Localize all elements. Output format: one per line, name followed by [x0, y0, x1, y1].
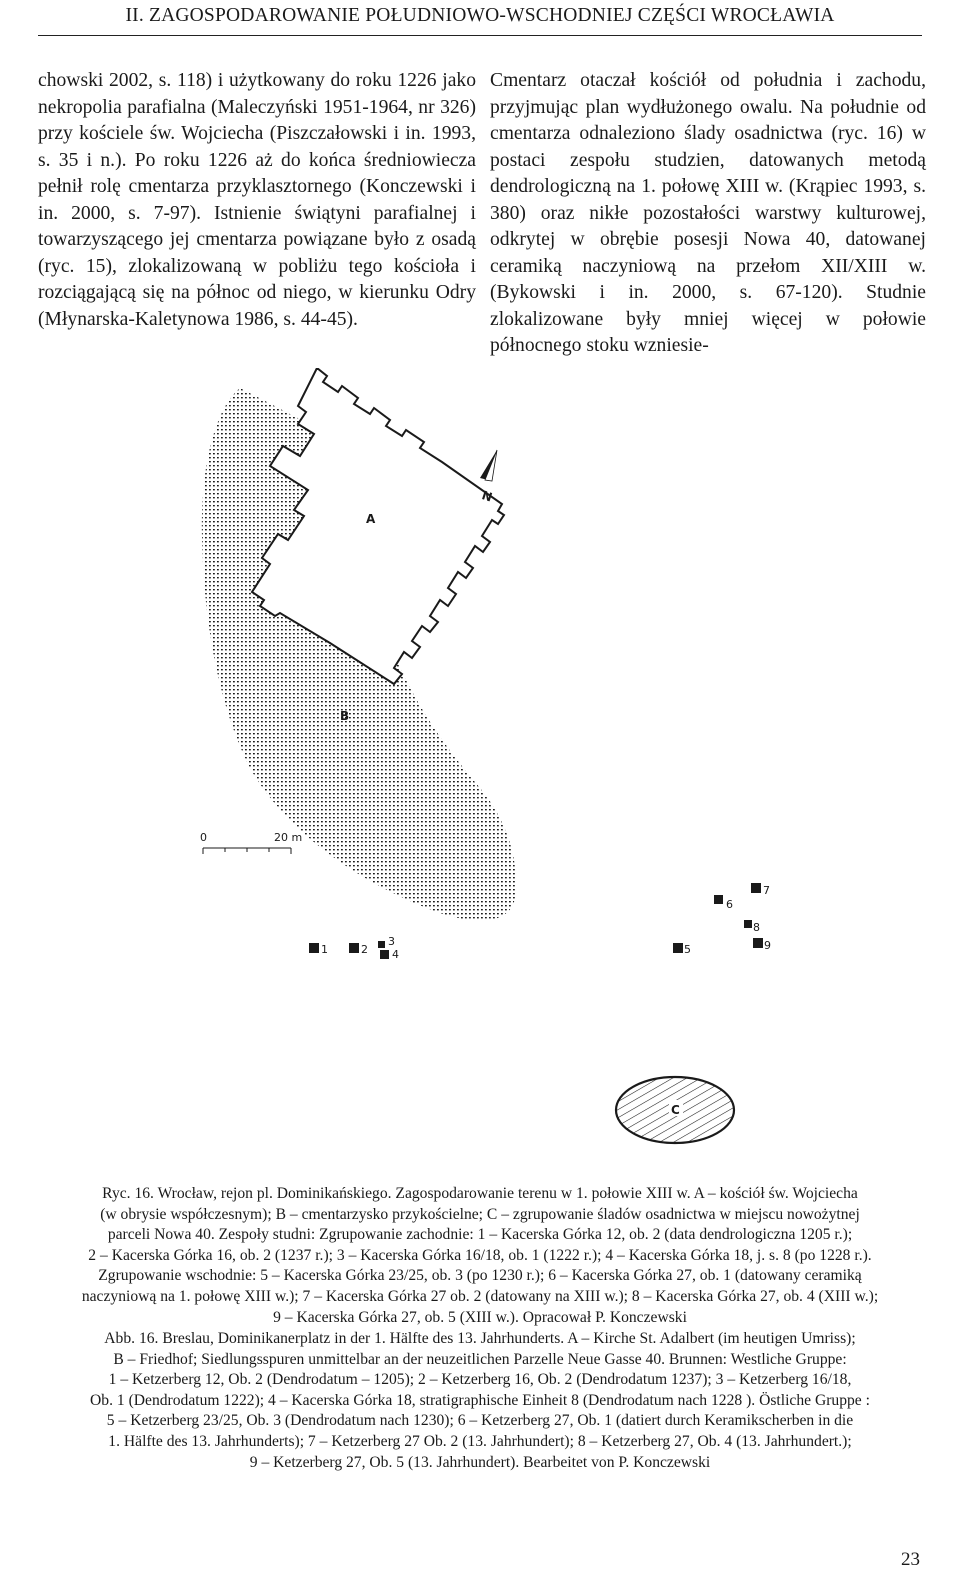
body-text-left-column: chowski 2002, s. 118) i użytkowany do roku 1226 jako nekropolia parafialna (Maleczyński 1951-1964, nr 326) przy kościele św. Wojciecha (Piszczałowski i in. 1993, s. 35 i n.). Po roku 1226 aż do końca średniowiecza pełnił rolę cmentarza przyklasztornego (Konczewski i in. 2000, s. 7-97). Istnienie świątyni parafialnej i towarzyszącego jej cmentarza powiązane było z osadą (ryc. 15), zlokalizowaną w pobliżu tego kościoła i rozciągającą się na północ od niego, w kierunku Odry (Młynarska-Kaletynowa 1986, s. 44-45). [38, 70, 476, 330]
caption-de-line: B – Friedhof; Siedlungsspuren unmittelbar an der neuzeitlichen Parzelle Neue Gasse 40. Brunnen: Westliche Gruppe: [113, 1350, 847, 1368]
scale-bar-end: 20 m [274, 831, 303, 844]
scale-bar [200, 831, 302, 854]
church-label-a: A [366, 512, 376, 526]
cemetery-label-b: B [340, 709, 350, 723]
well-label-1: 1 [321, 943, 328, 956]
well-label-8: 8 [753, 921, 760, 934]
running-header [38, 0, 922, 36]
caption-de-line: 9 – Ketzerberg 27, Ob. 5 (13. Jahrhundert). Bearbeitet von P. Konczewski [249, 1453, 711, 1471]
scale-bar-start: 0 [200, 831, 207, 844]
well-3 [378, 935, 395, 948]
site-plan-figure [180, 368, 800, 1168]
well-8 [744, 920, 760, 934]
caption-de-line: 1. Hälfte des 13. Jahrhunderts); 7 – Ketzerberg 27 Ob. 2 (13. Jahrhundert); 8 – Ketzerberg 27, Ob. 4 (13. Jahrhundert.); [108, 1432, 852, 1450]
caption-de-line: Abb. 16. Breslau, Dominikanerplatz in der 1. Hälfte des 13. Jahrhunderts. A – Kirche St. Adalbert (im heutigen Umriss); [104, 1330, 856, 1347]
well-9 [753, 938, 771, 952]
settlement-area-c [616, 1077, 734, 1143]
figure-caption-german [20, 1329, 940, 1473]
well-label-7: 7 [763, 884, 770, 897]
well-label-6: 6 [726, 898, 733, 911]
page-number: 23 [901, 1549, 920, 1570]
caption-de-line: 5 – Ketzerberg 23/25, Ob. 3 (Dendrodatum nach 1230); 6 – Ketzerberg 27, Ob. 1 (datiert durch Keramikscherben in die [106, 1412, 854, 1430]
well-6 [714, 895, 733, 911]
caption-de-line: 1 – Ketzerberg 12, Ob. 2 (Dendrodatum – 1205); 2 – Ketzerberg 16, Ob. 2 (Dendrodatum 1237); 3 – Ketzerberg 16/18, [108, 1371, 852, 1389]
figure-caption-polish [20, 1184, 940, 1328]
caption-pl-line: Zgrupowanie wschodnie: 5 – Kacerska Górka 23/25, ob. 3 (po 1230 r.); 6 – Kacerska Górka 27, ob. 1 (datowany ceramiką [98, 1267, 862, 1285]
site-plan-svg [180, 368, 800, 1168]
caption-de-line: Ob. 1 (Dendrodatum 1222); 4 – Kacerska Górka 18, stratigraphische Einheit 8 (Dendrodatum nach 1228 ). Östliche Gruppe : [90, 1391, 870, 1409]
caption-pl-line: 2 – Kacerska Górka 16, ob. 2 (1237 r.); 3 – Kacerska Górka 16/18, ob. 1 (1222 r.); 4 – Kacerska Górka 18, j. s. 8 (po 1228 r.). [88, 1246, 872, 1264]
north-arrow-label: N [480, 488, 494, 505]
caption-pl-line: parceli Nowa 40. Zespoły studni: Zgrupowanie zachodnie: 1 – Kacerska Górka 12, ob. 2 (data dendrologiczna 1205 r.); [107, 1226, 853, 1244]
running-header-title: II. ZAGOSPODAROWANIE POŁUDNIOWO-WSCHODNIEJ CZĘŚCI WROCŁAWIA [125, 5, 835, 26]
well-5 [673, 943, 691, 956]
settlement-label-c: C [671, 1103, 680, 1117]
well-4 [380, 948, 399, 961]
well-2 [349, 943, 368, 956]
well-label-4: 4 [392, 948, 399, 961]
caption-pl-line: Ryc. 16. Wrocław, rejon pl. Dominikańskiego. Zagospodarowanie terenu w 1. połowie XIII w. A – kościół św. Wojciecha [102, 1185, 858, 1202]
well-1 [309, 943, 328, 956]
well-label-2: 2 [361, 943, 368, 956]
caption-pl-line: naczyniową na 1. połowę XIII w.); 7 – Kacerska Górka 27 ob. 2 (datowany na XIII w.); 8 – Kacerska Górka 27, ob. 4 (XIII w.); [81, 1287, 879, 1305]
caption-pl-line: (w obrysie współczesnym); B – cmentarzysko przykościelne; C – zgrupowanie śladów osadnictwa w miejscu nowożytnej [100, 1205, 860, 1223]
north-arrow [480, 450, 497, 505]
body-text-right-column: Cmentarz otaczał kościół od południa i zachodu, przyjmując plan wydłużonego owalu. Na południe od cmentarza odnaleziono ślady osadnictwa (ryc. 16) w postaci zespołu studzien, datowanych metodą dendrologiczną na 1. połowę XIII w. (Krąpiec 1993, s. 380) oraz nikłe pozostałości warstwy kulturowej, odkrytej w obrębie posesji Nowa 40, datowanej ceramiką naczyniową na przełom XII/XIII w. (Bykowski i in. 2000, s. 67-120). Studnie zlokalizowane były mniej więcej w połowie północnego stoku wzniesie- [490, 70, 926, 356]
well-label-3: 3 [388, 935, 395, 948]
well-7 [751, 883, 770, 897]
caption-pl-line: 9 – Kacerska Górka 27, ob. 5 (XIII w.). Opracował P. Konczewski [273, 1308, 687, 1326]
well-label-9: 9 [764, 939, 771, 952]
well-label-5: 5 [684, 943, 691, 956]
